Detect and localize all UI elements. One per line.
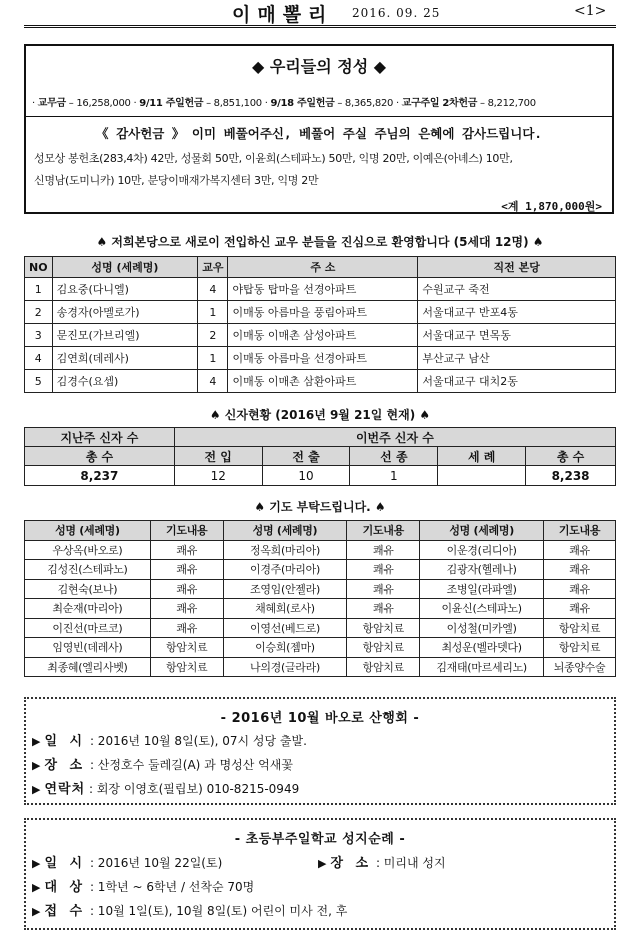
cell: 쾌유 <box>347 540 420 560</box>
cell: 12 <box>174 466 262 486</box>
event-value: : 미리내 성지 <box>375 856 446 870</box>
newcomers-table <box>24 256 616 393</box>
col-header: 세 례 <box>438 447 526 466</box>
cell: 1 <box>198 347 228 370</box>
cell: 항암치료 <box>150 657 223 677</box>
cell: 이윤신(스테파노) <box>420 599 544 619</box>
cell: 항암치료 <box>150 638 223 658</box>
pilgrimage-event-box <box>24 818 616 930</box>
event-label: 접 수 <box>44 904 87 919</box>
event-value: : 산정호수 둘레길(A) 과 명성산 억새꽃 <box>89 758 293 772</box>
cell: 항암치료 <box>544 618 616 638</box>
event-line <box>32 730 307 749</box>
cell: 4 <box>25 347 53 370</box>
page-number: <1> <box>574 3 607 19</box>
sum-label: 교구주일 2차헌금 <box>401 98 478 109</box>
event-title: - 초등부주일학교 성지순례 - <box>234 832 406 847</box>
cell: 1 <box>350 466 438 486</box>
cell: 서울대교구 면목동 <box>418 324 616 347</box>
cell: 1 <box>25 278 53 301</box>
cell: 2 <box>25 301 53 324</box>
sum-label: 교무금 <box>37 98 66 109</box>
cell: 문진모(가브리엘) <box>52 324 198 347</box>
table-header-row <box>25 521 616 541</box>
cell: 조영임(안젤라) <box>223 579 347 599</box>
table-header-row <box>25 257 616 278</box>
cell: 쾌유 <box>544 560 616 580</box>
event-label: 일 시 <box>44 856 87 871</box>
arrow-right-icon: ▶ <box>32 857 41 870</box>
event-label: 연락처 <box>44 782 86 797</box>
event-label: 장 소 <box>330 856 373 871</box>
cell: 김재태(마르세리노) <box>420 657 544 677</box>
cell: 임영빈(데레사) <box>25 638 151 658</box>
table-row <box>25 466 616 486</box>
cell: 서울대교구 반포4동 <box>418 301 616 324</box>
cell: 이매동 이매촌 삼성아파트 <box>228 324 418 347</box>
offering-title: ◆ 우리들의 정성 ◆ <box>251 57 387 76</box>
bulletin-date: 2016. 09. 25 <box>352 6 441 20</box>
table-header-row <box>25 428 616 447</box>
table-row <box>25 657 616 677</box>
header-divider <box>24 25 616 28</box>
cell: 김현숙(보나) <box>25 579 151 599</box>
col-header: 기도내용 <box>544 521 616 541</box>
prayer-title: ♠ 기도 부탁드립니다. ♠ <box>254 500 386 514</box>
event-label: 일 시 <box>44 734 87 749</box>
cell: 항암치료 <box>347 638 420 658</box>
table-row <box>25 638 616 658</box>
thanks-line: 신명남(도미니카) 10만, 분당이매재가복지센터 3만, 익명 2만 <box>34 174 319 187</box>
cell: 수원교구 죽전 <box>418 278 616 301</box>
col-header: 성명 (세례명) <box>223 521 347 541</box>
sum-label: 9/18 주일헌금 <box>270 98 335 109</box>
cell <box>438 466 526 486</box>
cell: 최성운(벨라뎃다) <box>420 638 544 658</box>
event-value: : 회장 이영호(필립보) 010-8215-0949 <box>88 782 300 796</box>
this-week-header: 이번주 신자 수 <box>174 428 615 447</box>
table-row <box>25 579 616 599</box>
thanks-title: 《 감사헌금 》 이미 베풀어주신, 베풀어 주실 주님의 은혜에 감사드립니다. <box>96 126 542 141</box>
table-row <box>25 560 616 580</box>
offering-divider <box>26 116 612 117</box>
believers-title: ♠ 신자현황 (2016년 9월 21일 현재) ♠ <box>209 408 431 422</box>
cell: 항암치료 <box>544 638 616 658</box>
cell: 3 <box>25 324 53 347</box>
sum-label: 9/11 주일헌금 <box>139 98 204 109</box>
cell: 이영선(베드로) <box>223 618 347 638</box>
event-value: : 1학년 ~ 6학년 / 선착순 70명 <box>89 880 255 894</box>
cell: 김연희(데레사) <box>52 347 198 370</box>
arrow-right-icon: ▶ <box>32 905 41 918</box>
event-title: - 2016년 10월 바오로 산행회 - <box>220 711 420 726</box>
offering-sums: · 교무금 – 16,258,000 · 9/11 주일헌금 – 8,851,100 · 9/18 주일헌금 – 8,365,820 · 교구주일 2차헌금 – 8,212,700 <box>32 98 536 109</box>
cell: 5 <box>25 370 53 393</box>
cell: 김경수(요셉) <box>52 370 198 393</box>
event-value: : 2016년 10월 8일(토), 07시 성당 출발. <box>89 734 307 748</box>
cell: 항암치료 <box>347 657 420 677</box>
cell: 이매동 이매촌 삼환아파트 <box>228 370 418 393</box>
prayer-table <box>24 520 616 677</box>
event-value: : 10월 1일(토), 10월 8일(토) 어린이 미사 전, 후 <box>89 904 348 918</box>
cell: 4 <box>198 370 228 393</box>
thanks-body <box>34 148 608 192</box>
table-row <box>25 540 616 560</box>
cell: 쾌유 <box>347 579 420 599</box>
table-header-row <box>25 447 616 466</box>
table-row <box>25 618 616 638</box>
cell: 송경자(아멜로가) <box>52 301 198 324</box>
cell: 쾌유 <box>150 579 223 599</box>
cell: 정옥희(마리아) <box>223 540 347 560</box>
offering-box <box>24 44 614 214</box>
sum-value: 8,212,700 <box>487 98 536 109</box>
cell: 항암치료 <box>347 618 420 638</box>
event-value: : 2016년 10월 22일(토) <box>89 856 223 870</box>
event-label: 대 상 <box>44 880 87 895</box>
cell: 10 <box>262 466 350 486</box>
sum-value: 8,851,100 <box>213 98 262 109</box>
event-label: 장 소 <box>44 758 87 773</box>
col-header: 총 수 <box>526 447 616 466</box>
cell: 쾌유 <box>544 599 616 619</box>
cell: 김성진(스테파노) <box>25 560 151 580</box>
cell: 우상옥(바오로) <box>25 540 151 560</box>
cell: 이진선(마르코) <box>25 618 151 638</box>
cell: 이운경(리디아) <box>420 540 544 560</box>
table-row <box>25 301 616 324</box>
event-line <box>32 852 222 871</box>
cell: 서울대교구 대치2동 <box>418 370 616 393</box>
col-header: 주 소 <box>228 257 418 278</box>
last-week-header: 지난주 신자 수 <box>25 428 175 447</box>
cell: 이승희(젬마) <box>223 638 347 658</box>
cell: 쾌유 <box>150 540 223 560</box>
col-header: 성명 (세례명) <box>52 257 198 278</box>
arrow-right-icon: ▶ <box>32 735 41 748</box>
cell: 1 <box>198 301 228 324</box>
cell: 최순재(마리아) <box>25 599 151 619</box>
table-row <box>25 599 616 619</box>
cell: 김광자(헬레나) <box>420 560 544 580</box>
col-header: 기도내용 <box>150 521 223 541</box>
arrow-right-icon: ▶ <box>32 881 41 894</box>
believers-table <box>24 427 616 486</box>
cell: 쾌유 <box>150 599 223 619</box>
col-header: 전 입 <box>174 447 262 466</box>
table-row <box>25 370 616 393</box>
cell: 야탑동 탑마을 선경아파트 <box>228 278 418 301</box>
col-header: 교우 <box>198 257 228 278</box>
event-line <box>318 852 446 871</box>
cell: 쾌유 <box>347 560 420 580</box>
col-header: 기도내용 <box>347 521 420 541</box>
cell: 부산교구 남산 <box>418 347 616 370</box>
bulletin-title: 이매뽈리 <box>232 4 334 26</box>
cell: 쾌유 <box>544 540 616 560</box>
cell: 쾌유 <box>150 618 223 638</box>
col-header: 총 수 <box>25 447 175 466</box>
cell: 뇌종양수술 <box>544 657 616 677</box>
arrow-right-icon: ▶ <box>318 857 327 870</box>
col-header: 직전 본당 <box>418 257 616 278</box>
cell: 이성철(미카엘) <box>420 618 544 638</box>
thanks-line: 성모상 봉헌초(283,4차) 42만, 성물회 50만, 이윤희(스테파노) 50만, 익명 20만, 이예은(아녜스) 10만, <box>34 152 513 165</box>
cell: 이경주(마리아) <box>223 560 347 580</box>
cell: 채혜희(로사) <box>223 599 347 619</box>
thanks-total: <계 1,870,000원> <box>501 200 602 213</box>
cell: 최종혜(엘리사벳) <box>25 657 151 677</box>
table-row <box>25 278 616 301</box>
sum-value: 8,365,820 <box>344 98 394 109</box>
sum-value: 16,258,000 <box>76 98 131 109</box>
cell: 이매동 아름마을 선경아파트 <box>228 347 418 370</box>
col-header: 성명 (세례명) <box>25 521 151 541</box>
col-header: NO <box>25 257 53 278</box>
cell: 8,237 <box>25 466 175 486</box>
cell: 쾌유 <box>150 560 223 580</box>
col-header: 선 종 <box>350 447 438 466</box>
cell: 이매동 아름마을 풍림아파트 <box>228 301 418 324</box>
cell: 2 <box>198 324 228 347</box>
cell: 김요중(다니엘) <box>52 278 198 301</box>
event-line <box>32 778 299 797</box>
cell: 4 <box>198 278 228 301</box>
col-header: 전 출 <box>262 447 350 466</box>
newcomers-title: ♠ 저희본당으로 새로이 전입하신 교우 분들을 진심으로 환영합니다 (5세대 12명) ♠ <box>96 235 544 249</box>
cell: 쾌유 <box>347 599 420 619</box>
arrow-right-icon: ▶ <box>32 783 41 796</box>
arrow-right-icon: ▶ <box>32 759 41 772</box>
event-line <box>32 900 347 919</box>
col-header: 성명 (세례명) <box>420 521 544 541</box>
cell: 나의경(글라라) <box>223 657 347 677</box>
event-line <box>32 876 254 895</box>
cell: 8,238 <box>526 466 616 486</box>
table-row <box>25 347 616 370</box>
table-row <box>25 324 616 347</box>
cell: 쾌유 <box>544 579 616 599</box>
event-line <box>32 754 293 773</box>
cell: 조병일(라파엘) <box>420 579 544 599</box>
hiking-event-box <box>24 697 616 805</box>
